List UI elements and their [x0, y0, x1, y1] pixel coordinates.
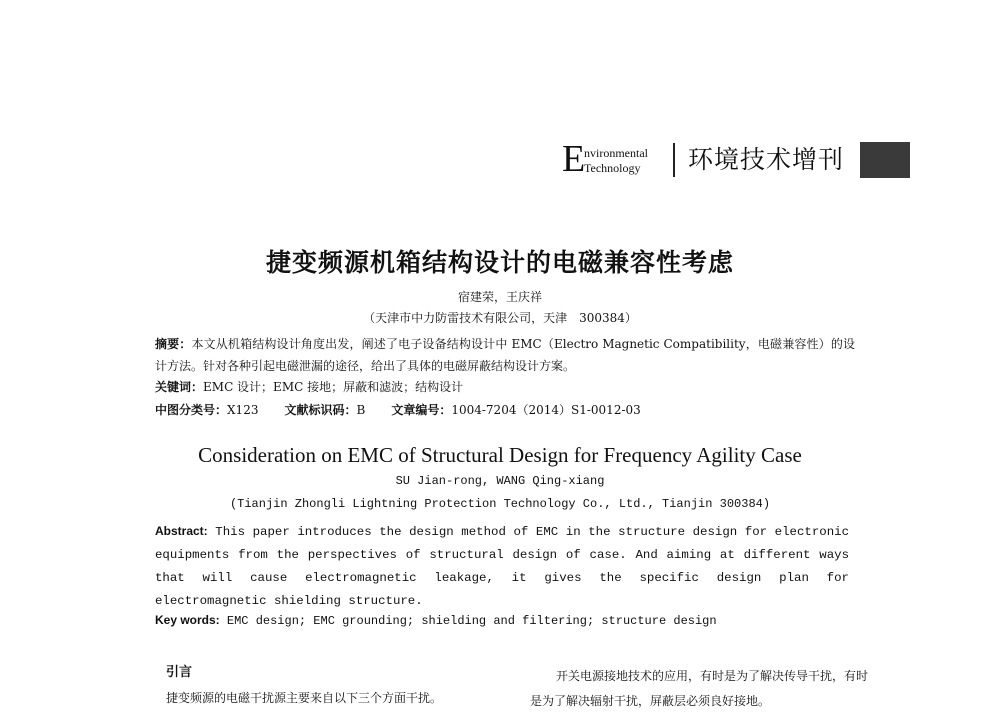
article-metadata-cn — [155, 402, 855, 418]
abstract-en-text: This paper introduces the design method of EMC in the structure design for electronic equipments from the perspectives of structural design of case. And aiming at different ways that will cause electromagnetic leakage, it gives the specific design plan for electromagnetic shielding structure. — [155, 525, 850, 608]
article-no-label: 文章编号： — [391, 403, 452, 417]
article-no-value: 1004-7204（2014）S1-0012-03 — [451, 403, 641, 417]
clc-value: X123 — [227, 403, 259, 417]
paper-title-cn: 捷变频源机箱结构设计的电磁兼容性考虑 — [265, 248, 734, 277]
keywords-en-text: EMC design; EMC grounding; shielding and filtering; structure design — [226, 614, 717, 628]
keywords-cn — [155, 379, 855, 395]
abstract-cn-text: 本文从机箱结构设计角度出发，阐述了电子设备结构设计中 EMC（Electro Magnetic Compatibility，电磁兼容性）的设计方法。针对各种引起电磁泄漏的途径，给出了具体的电磁屏蔽结构设计方案。 — [155, 337, 855, 373]
keywords-cn-text: EMC 设计；EMC 接地；屏蔽和滤波；结构设计 — [203, 380, 464, 394]
right-column-paragraph: 开关电源接地技术的应用，有时是为了解决传导干扰，有时是为了解决辐射干扰，屏蔽层必须良好接地。 — [530, 669, 869, 708]
clc-label: 中图分类号： — [155, 403, 228, 417]
affiliation-en: (Tianjin Zhongli Lightning Protection Technology Co., Ltd., Tianjin 300384) — [229, 497, 771, 511]
paper-title-en: Consideration on EMC of Structural Design for Frequency Agility Case — [198, 443, 802, 467]
abstract-cn — [155, 333, 855, 377]
authors-en: SU Jian-rong, WANG Qing-xiang — [395, 474, 605, 488]
affiliation-cn: （天津市中力防雷技术有限公司，天津 300384） — [363, 311, 637, 325]
abstract-en-label: Abstract: — [155, 524, 208, 538]
journal-title: 环境技术增刊 — [688, 145, 845, 174]
doc-code-value: B — [356, 403, 366, 417]
keywords-cn-label: 关键词： — [155, 380, 204, 394]
section-heading-introduction: 引言 — [166, 665, 193, 680]
header-divider — [673, 143, 675, 177]
journal-logo-word-environmental: nvironmental — [584, 146, 648, 160]
left-column-paragraph: 捷变频源的电磁干扰源主要来自以下三个方面干扰。 — [166, 691, 443, 705]
journal-logo-letter: E — [562, 138, 586, 180]
doc-code-label: 文献标识码： — [284, 403, 357, 417]
header-decorative-block — [860, 142, 910, 178]
authors-cn: 宿建荣，王庆祥 — [457, 290, 542, 304]
abstract-en — [155, 520, 849, 613]
keywords-en — [155, 612, 855, 629]
journal-logo-word-technology: Technology — [584, 161, 641, 175]
abstract-cn-label: 摘要： — [155, 337, 192, 351]
keywords-en-label: Key words: — [155, 613, 220, 627]
